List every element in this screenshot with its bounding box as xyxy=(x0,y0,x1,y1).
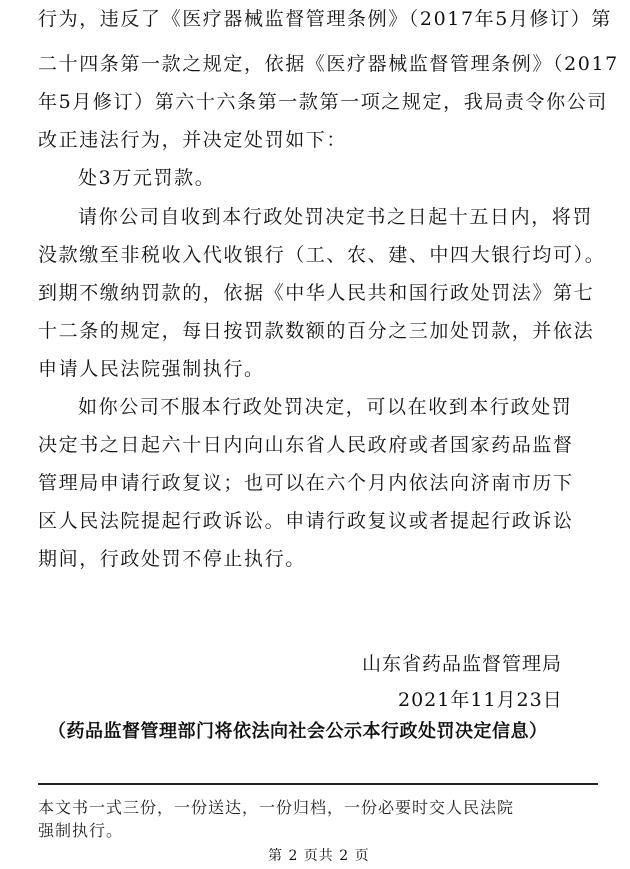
body-line: 如你公司不服本行政处罚决定，可以在收到本行政处罚 xyxy=(78,396,573,418)
body-line: 年5月修订）第六十六条第一款第一项之规定，我局责令你公司 xyxy=(38,91,608,113)
body-line: 申请人民法院强制执行。 xyxy=(38,358,265,380)
body-line: 管理局申请行政复议；也可以在六个月内依法向济南市历下 xyxy=(38,472,574,494)
issue-date: 2021年11月23日 xyxy=(398,689,563,711)
body-line: 改正违法行为，并决定处罚如下： xyxy=(38,129,348,151)
body-line: 没款缴至非税收入代收银行（工、农、建、中四大银行均可）。 xyxy=(38,244,606,266)
body-line: 区人民法院提起行政诉讼。申请行政复议或者提起行政诉讼 xyxy=(38,510,574,532)
issuer-name: 山东省药品监督管理局 xyxy=(362,653,563,675)
body-line: 行为，违反了《医疗器械监督管理条例》（2017年5月修订）第 xyxy=(38,8,612,30)
body-line: 请你公司自收到本行政处罚决定书之日起十五日内，将罚 xyxy=(78,206,594,228)
footer-copies-note: 本文书一式三份，一份送达，一份归档，一份必要时交人民法院 xyxy=(38,798,515,817)
body-line: 期间，行政处罚不停止执行。 xyxy=(38,548,306,570)
footer-divider xyxy=(38,783,598,785)
penalty-line: 处3万元罚款。 xyxy=(78,167,216,189)
body-line: 十二条的规定，每日按罚款数额的百分之三加处罚款，并依法 xyxy=(38,320,595,342)
disclosure-notice: （药品监督管理部门将依法向社会公示本行政处罚决定信息） xyxy=(48,721,548,742)
body-line: 决定书之日起六十日内向山东省人民政府或者国家药品监督 xyxy=(38,434,574,456)
footer-copies-note-cont: 强制执行。 xyxy=(38,821,124,840)
body-line: 二十四条第一款之规定，依据《医疗器械监督管理条例》（2017 xyxy=(38,53,619,75)
body-line: 到期不缴纳罚款的，依据《中华人民共和国行政处罚法》第七 xyxy=(38,282,595,304)
page-number: 第 2 页共 2 页 xyxy=(268,848,370,864)
